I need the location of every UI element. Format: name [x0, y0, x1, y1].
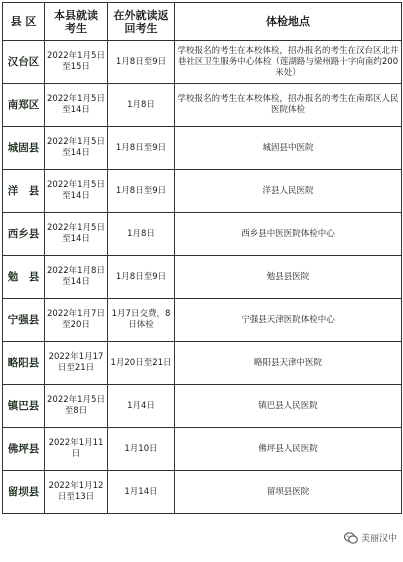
returning-dates-cell: 1月7日交费，8日体检 [108, 299, 175, 342]
county-cell: 城固县 [3, 127, 45, 170]
location-cell: 洋县人民医院 [175, 170, 402, 213]
local-dates-cell: 2022年1月5日至14日 [45, 84, 108, 127]
location-cell: 学校报名的考生在本校体检，招办报名的考生在南郑区人民医院体检 [175, 84, 402, 127]
local-dates-cell: 2022年1月5日至14日 [45, 170, 108, 213]
watermark [344, 531, 397, 544]
header-exam-location: 体检地点 [175, 3, 402, 41]
returning-dates-cell: 1月8日 [108, 213, 175, 256]
location-cell: 略阳县天津中医院 [175, 342, 402, 385]
wechat-icon [344, 532, 358, 544]
location-cell: 镇巴县人民医院 [175, 385, 402, 428]
location-cell: 留坝县医院 [175, 471, 402, 514]
returning-dates-cell: 1月10日 [108, 428, 175, 471]
county-cell: 留坝县 [3, 471, 45, 514]
location-cell: 勉县县医院 [175, 256, 402, 299]
returning-dates-cell: 1月8日 [108, 84, 175, 127]
returning-dates-cell: 1月8日至9日 [108, 41, 175, 84]
table-row [3, 170, 402, 213]
local-dates-cell: 2022年1月11日 [45, 428, 108, 471]
location-cell: 宁强县天津医院体检中心 [175, 299, 402, 342]
table-row [3, 84, 402, 127]
location-cell: 佛坪县人民医院 [175, 428, 402, 471]
county-cell: 略阳县 [3, 342, 45, 385]
returning-dates-cell: 1月8日至9日 [108, 127, 175, 170]
table-row [3, 428, 402, 471]
table-row [3, 41, 402, 84]
table-row [3, 127, 402, 170]
header-local-students: 本县就读 考生 [45, 3, 108, 41]
location-cell: 学校报名的考生在本校体检，招办报名的考生在汉台区北井巷社区卫生服务中心体检（莲湖路与梁州路十字向南约200米处） [175, 41, 402, 84]
local-dates-cell: 2022年1月17日至21日 [45, 342, 108, 385]
county-cell: 宁强县 [3, 299, 45, 342]
local-dates-cell: 2022年1月5日至14日 [45, 213, 108, 256]
watermark-text: 美丽汉中 [360, 534, 397, 544]
county-cell: 勉 县 [3, 256, 45, 299]
table-row [3, 256, 402, 299]
local-dates-cell: 2022年1月12日至13日 [45, 471, 108, 514]
table-row [3, 213, 402, 256]
returning-dates-cell: 1月4日 [108, 385, 175, 428]
returning-dates-cell: 1月8日至9日 [108, 256, 175, 299]
table-row [3, 299, 402, 342]
county-cell: 洋 县 [3, 170, 45, 213]
county-cell: 镇巴县 [3, 385, 45, 428]
county-cell: 佛坪县 [3, 428, 45, 471]
exam-schedule-table [2, 2, 402, 514]
header-county: 县 区 [3, 3, 45, 41]
location-cell: 城固县中医院 [175, 127, 402, 170]
returning-dates-cell: 1月20日至21日 [108, 342, 175, 385]
location-cell: 西乡县中医医院体检中心 [175, 213, 402, 256]
local-dates-cell: 2022年1月5日至15日 [45, 41, 108, 84]
local-dates-cell: 2022年1月8日至14日 [45, 256, 108, 299]
local-dates-cell: 2022年1月5日至8日 [45, 385, 108, 428]
local-dates-cell: 2022年1月5日至14日 [45, 127, 108, 170]
returning-dates-cell: 1月14日 [108, 471, 175, 514]
table-row [3, 471, 402, 514]
county-cell: 汉台区 [3, 41, 45, 84]
table-header-row [3, 3, 402, 41]
table-row [3, 385, 402, 428]
county-cell: 西乡县 [3, 213, 45, 256]
returning-dates-cell: 1月8日至9日 [108, 170, 175, 213]
header-returning-students: 在外就读返 回考生 [108, 3, 175, 41]
county-cell: 南郑区 [3, 84, 45, 127]
table-row [3, 342, 402, 385]
local-dates-cell: 2022年1月7日至20日 [45, 299, 108, 342]
